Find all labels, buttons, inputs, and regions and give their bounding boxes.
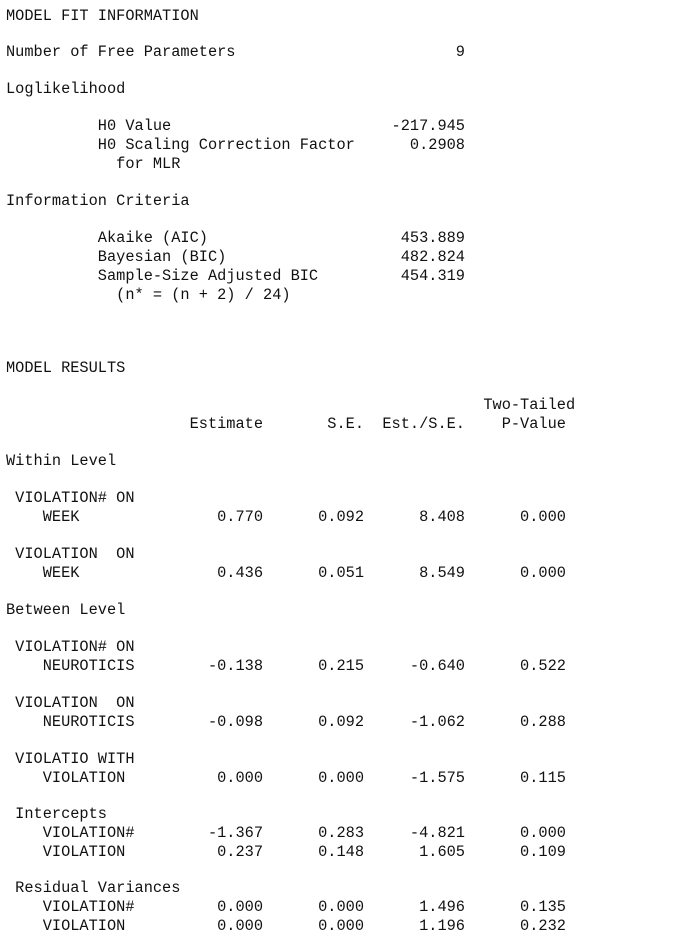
between-level-heading: Between Level [6, 601, 126, 619]
table-row-label: VIOLATION# ON [6, 489, 135, 507]
for-mlr-line: for MLR [6, 155, 181, 173]
results-header-columns: Estimate S.E. Est./S.E. P-Value [6, 415, 566, 433]
table-row: NEUROTICIS -0.098 0.092 -1.062 0.288 [6, 713, 566, 731]
table-row: VIOLATION# -1.367 0.283 -4.821 0.000 [6, 824, 566, 842]
residual-variances-heading: Residual Variances [6, 879, 181, 897]
table-row: NEUROTICIS -0.138 0.215 -0.640 0.522 [6, 657, 566, 675]
section-heading-model-fit: MODEL FIT INFORMATION [6, 7, 199, 25]
table-row-label: VIOLATION# ON [6, 638, 135, 656]
adjusted-bic-line: Sample-Size Adjusted BIC 454.319 [6, 267, 465, 285]
bic-line: Bayesian (BIC) 482.824 [6, 248, 465, 266]
h0-scaling-line: H0 Scaling Correction Factor 0.2908 [6, 136, 465, 154]
loglikelihood-heading: Loglikelihood [6, 80, 126, 98]
table-row-label: VIOLATION ON [6, 694, 135, 712]
table-row: VIOLATION 0.000 0.000 1.196 0.232 [6, 917, 566, 935]
intercepts-heading: Intercepts [6, 805, 107, 823]
section-heading-model-results: MODEL RESULTS [6, 359, 126, 377]
adjusted-bic-formula-line: (n* = (n + 2) / 24) [6, 286, 291, 304]
h0-value-line: H0 Value -217.945 [6, 117, 465, 135]
table-row-label: VIOLATIO WITH [6, 750, 135, 768]
table-row: WEEK 0.770 0.092 8.408 0.000 [6, 508, 566, 526]
table-row: WEEK 0.436 0.051 8.549 0.000 [6, 564, 566, 582]
table-row: VIOLATION# 0.000 0.000 1.496 0.135 [6, 898, 566, 916]
table-row: VIOLATION 0.237 0.148 1.605 0.109 [6, 843, 566, 861]
table-row: VIOLATION 0.000 0.000 -1.575 0.115 [6, 769, 566, 787]
aic-line: Akaike (AIC) 453.889 [6, 229, 465, 247]
free-parameters-line: Number of Free Parameters 9 [6, 43, 465, 61]
results-header-two-tailed: Two-Tailed [6, 396, 576, 414]
information-criteria-heading: Information Criteria [6, 192, 190, 210]
table-row-label: VIOLATION ON [6, 545, 135, 563]
within-level-heading: Within Level [6, 452, 117, 470]
